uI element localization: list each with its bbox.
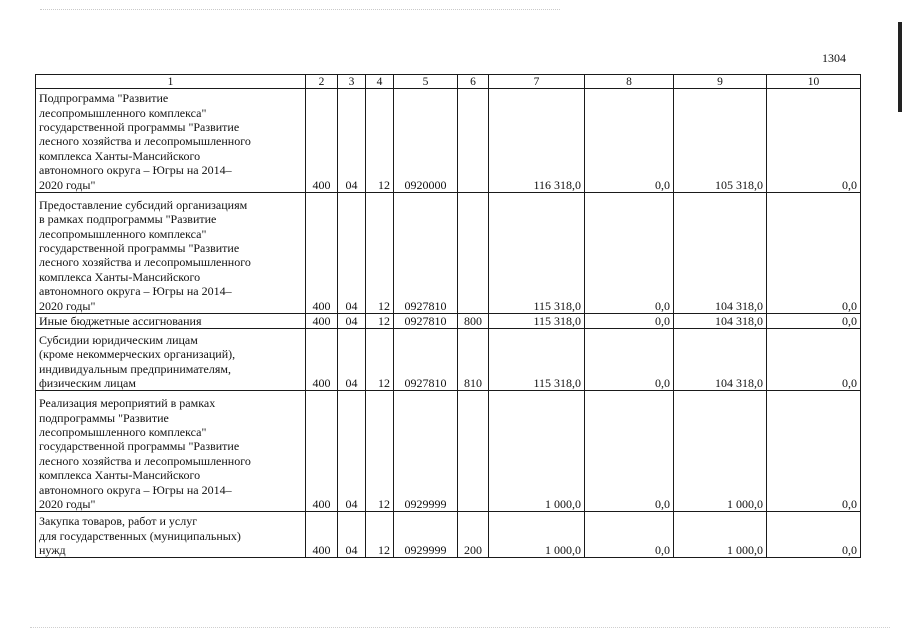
cell-expense-type: 810 <box>458 329 489 391</box>
cell-target-item: 0927810 <box>394 193 458 314</box>
cell-amount-7: 1 000,0 <box>489 391 585 512</box>
cell-expense-type <box>458 89 489 193</box>
budget-table <box>35 74 861 558</box>
cell-subsection: 12 <box>366 391 394 512</box>
row-name: Субсидии юридическим лицам (кроме некоммерческих организаций), индивидуальным предпринимателям, физическим лицам <box>36 329 306 391</box>
cell-amount-8: 0,0 <box>585 89 674 193</box>
row-name: Предоставление субсидий организациям в рамках подпрограммы "Развитие лесопромышленного комплекса" государственной программы "Развитие лесного хозяйства и лесопромышленного комплекса Ханты-Мансийского автономного округа – Югры на 2014– 2020 годы" <box>36 193 306 314</box>
cell-amount-8: 0,0 <box>585 314 674 329</box>
table-row <box>36 329 861 391</box>
cell-target-item: 0929999 <box>394 391 458 512</box>
scan-artifact-top <box>40 9 560 10</box>
cell-section: 04 <box>338 329 366 391</box>
cell-ministry: 400 <box>306 193 338 314</box>
col-header-5: 5 <box>394 75 458 89</box>
cell-amount-10: 0,0 <box>767 89 861 193</box>
cell-expense-type: 800 <box>458 314 489 329</box>
cell-expense-type <box>458 391 489 512</box>
cell-subsection: 12 <box>366 512 394 558</box>
col-header-3: 3 <box>338 75 366 89</box>
cell-amount-7: 115 318,0 <box>489 314 585 329</box>
col-header-8: 8 <box>585 75 674 89</box>
cell-target-item: 0920000 <box>394 89 458 193</box>
cell-amount-9: 105 318,0 <box>674 89 767 193</box>
row-name: Реализация мероприятий в рамках подпрограммы "Развитие лесопромышленного комплекса" государственной программы "Развитие лесного хозяйства и лесопромышленного комплекса Ханты-Мансийского автономного округа – Югры на 2014– 2020 годы" <box>36 391 306 512</box>
cell-subsection: 12 <box>366 314 394 329</box>
col-header-10: 10 <box>767 75 861 89</box>
cell-amount-10: 0,0 <box>767 512 861 558</box>
col-header-9: 9 <box>674 75 767 89</box>
cell-ministry: 400 <box>306 512 338 558</box>
cell-amount-10: 0,0 <box>767 329 861 391</box>
page-number: 1304 <box>822 51 846 65</box>
cell-amount-10: 0,0 <box>767 193 861 314</box>
table-row <box>36 512 861 558</box>
cell-amount-9: 104 318,0 <box>674 329 767 391</box>
col-header-6: 6 <box>458 75 489 89</box>
cell-ministry: 400 <box>306 329 338 391</box>
cell-amount-7: 1 000,0 <box>489 512 585 558</box>
cell-expense-type <box>458 193 489 314</box>
cell-ministry: 400 <box>306 314 338 329</box>
table-row <box>36 391 861 512</box>
scan-artifact-bottom <box>30 627 890 628</box>
cell-amount-9: 1 000,0 <box>674 512 767 558</box>
cell-amount-9: 104 318,0 <box>674 193 767 314</box>
cell-subsection: 12 <box>366 193 394 314</box>
cell-amount-8: 0,0 <box>585 512 674 558</box>
cell-section: 04 <box>338 314 366 329</box>
cell-section: 04 <box>338 512 366 558</box>
scan-edge-mark <box>898 22 902 112</box>
table-row <box>36 193 861 314</box>
cell-amount-7: 115 318,0 <box>489 329 585 391</box>
cell-section: 04 <box>338 391 366 512</box>
cell-subsection: 12 <box>366 329 394 391</box>
cell-ministry: 400 <box>306 89 338 193</box>
cell-target-item: 0927810 <box>394 329 458 391</box>
cell-ministry: 400 <box>306 391 338 512</box>
table-row <box>36 89 861 193</box>
col-header-4: 4 <box>366 75 394 89</box>
cell-target-item: 0927810 <box>394 314 458 329</box>
cell-amount-10: 0,0 <box>767 391 861 512</box>
cell-amount-7: 116 318,0 <box>489 89 585 193</box>
cell-section: 04 <box>338 193 366 314</box>
cell-amount-7: 115 318,0 <box>489 193 585 314</box>
cell-expense-type: 200 <box>458 512 489 558</box>
cell-section: 04 <box>338 89 366 193</box>
col-header-7: 7 <box>489 75 585 89</box>
cell-subsection: 12 <box>366 89 394 193</box>
cell-amount-9: 1 000,0 <box>674 391 767 512</box>
cell-amount-9: 104 318,0 <box>674 314 767 329</box>
cell-target-item: 0929999 <box>394 512 458 558</box>
cell-amount-8: 0,0 <box>585 329 674 391</box>
cell-amount-10: 0,0 <box>767 314 861 329</box>
row-name: Иные бюджетные ассигнования <box>36 314 306 329</box>
cell-amount-8: 0,0 <box>585 193 674 314</box>
table-row <box>36 314 861 329</box>
row-name: Закупка товаров, работ и услуг для государственных (муниципальных) нужд <box>36 512 306 558</box>
cell-amount-8: 0,0 <box>585 391 674 512</box>
col-header-1: 1 <box>36 75 306 89</box>
col-header-2: 2 <box>306 75 338 89</box>
header-row <box>36 75 861 89</box>
row-name: Подпрограмма "Развитие лесопромышленного комплекса" государственной программы "Развитие лесного хозяйства и лесопромышленного комплекса Ханты-Мансийского автономного округа – Югры на 2014– 2020 годы" <box>36 89 306 193</box>
